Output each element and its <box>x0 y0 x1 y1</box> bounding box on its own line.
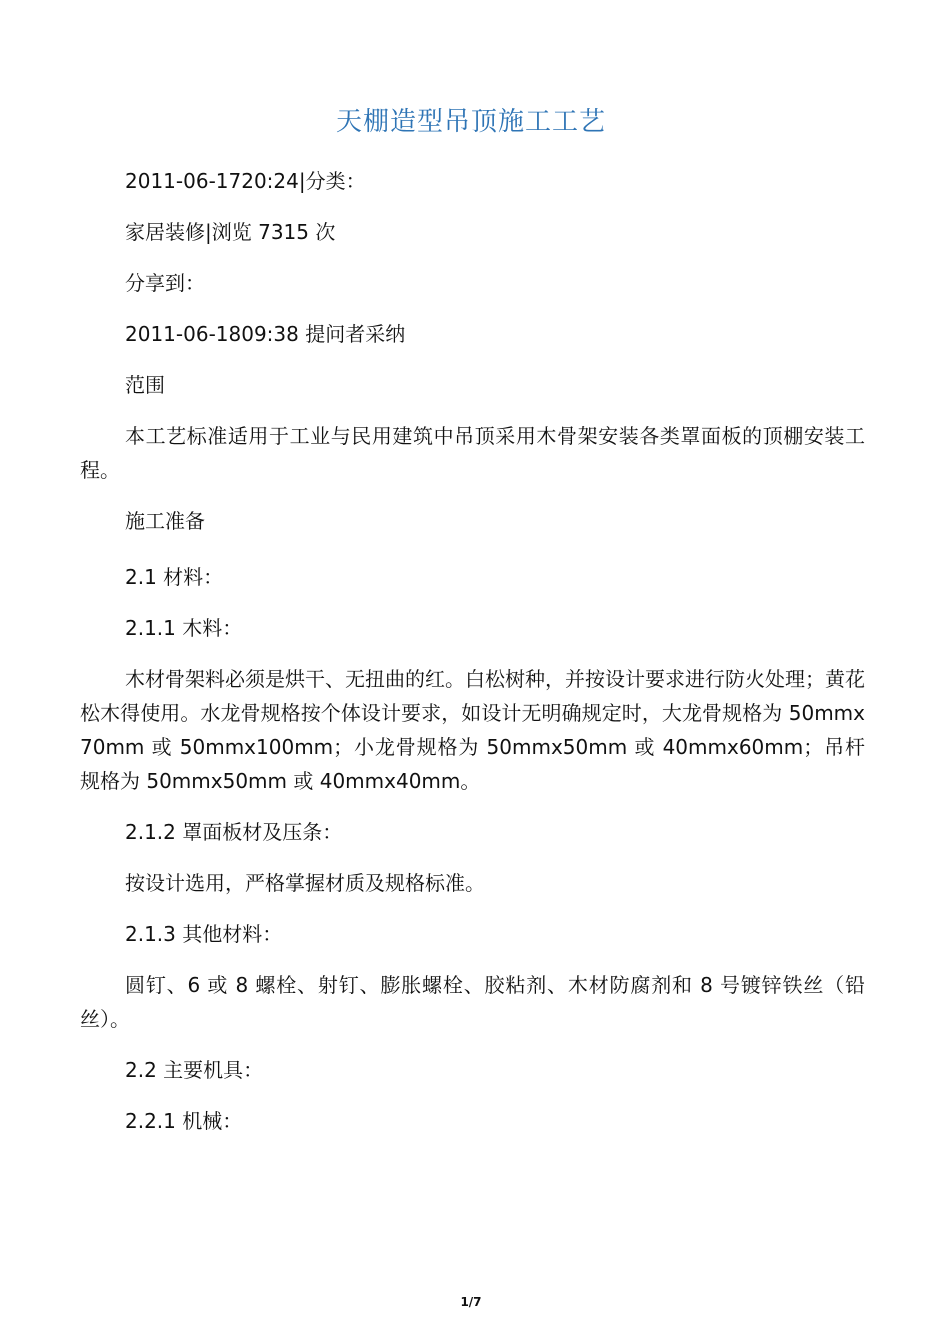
subheading-panels: 2.1.2 罩面板材及压条： <box>125 820 343 844</box>
panels-paragraph: 按设计选用，严格掌握材质及规格标准。 <box>125 871 485 895</box>
subheading-other-materials: 2.1.3 其他材料： <box>125 922 283 946</box>
section-heading-scope: 范围 <box>125 373 165 397</box>
subheading-timber: 2.1.1 木料： <box>125 616 243 640</box>
document-body <box>80 164 865 1155</box>
other-materials-paragraph: 圆钉、6 或 8 螺栓、射钉、膨胀螺栓、胶粘剂、木材防腐剂和 8 号镀锌铁丝（铅丝）。 <box>80 973 865 1031</box>
subheading-machinery: 2.2.1 机械： <box>125 1109 243 1133</box>
share-label: 分享到： <box>125 271 205 295</box>
post-date-category: 2011-06-1720:24|分类： <box>125 169 366 193</box>
scope-paragraph: 本工艺标准适用于工业与民用建筑中吊顶采用木骨架安装各类罩面板的顶棚安装工程。 <box>80 424 865 482</box>
category-views: 家居装修|浏览 7315 次 <box>125 220 336 244</box>
page-number: 1/7 <box>460 1295 482 1309</box>
subheading-materials: 2.1 材料： <box>125 565 224 589</box>
section-heading-preparation: 施工准备 <box>125 509 205 533</box>
timber-paragraph: 木材骨架料必须是烘干、无扭曲的红。白松树种，并按设计要求进行防火处理；黄花松木得使用。水龙骨规格按个体设计要求，如设计无明确规定时，大龙骨规格为 50mmx70mm 或 50mmx100mm；小龙骨规格为 50mmx50mm 或 40mmx60mm；吊杆规格为 50mmx50mm 或 40mmx40mm。 <box>80 667 865 793</box>
document-title: 天棚造型吊顶施工工艺 <box>335 107 606 137</box>
subheading-tools: 2.2 主要机具： <box>125 1058 264 1082</box>
answer-date-adopted: 2011-06-1809:38 提问者采纳 <box>125 322 406 346</box>
